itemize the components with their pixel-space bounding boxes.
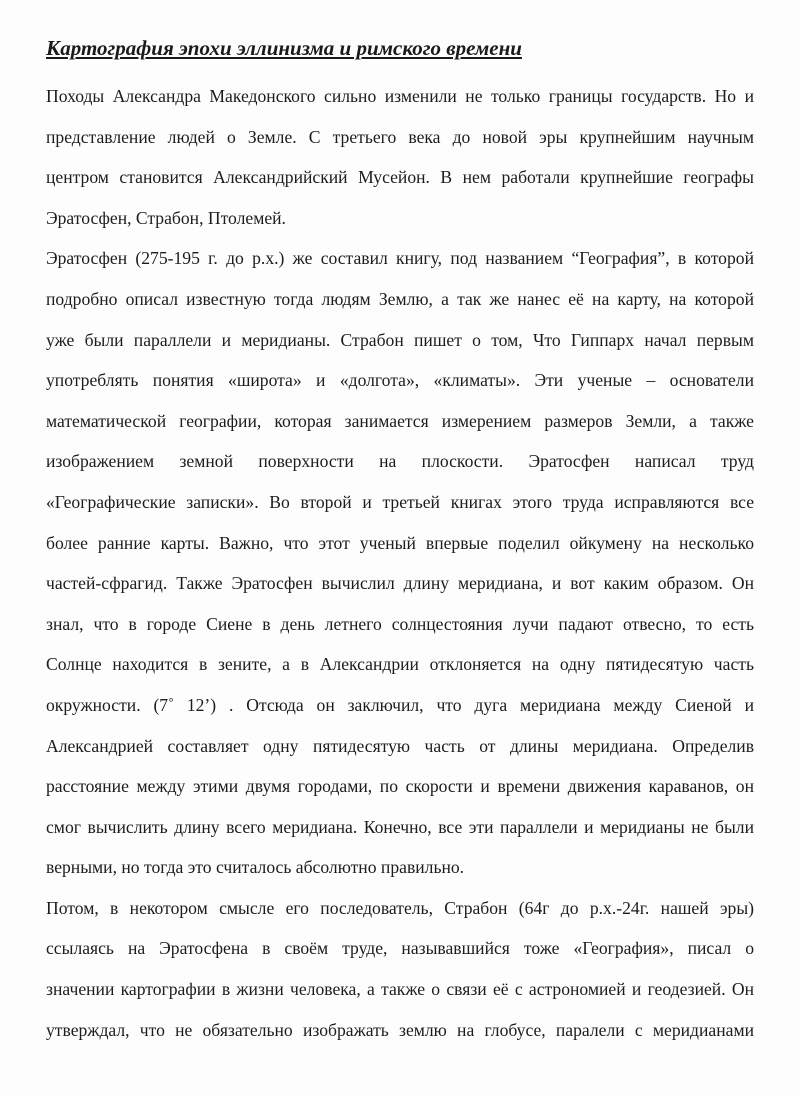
text-line: Походы Александра Македонского сильно изменили не только границы государств. Но и	[46, 86, 754, 106]
text-line: центром становится Александрийский Мусейон. В нем работали крупнейшие географы	[46, 167, 754, 188]
text-line: смог вычислить длину всего меридиана. Конечно, все эти параллели и меридианы не были	[46, 816, 754, 837]
text-line: «Географические записки». Во второй и третьей книгах этого труда исправляются все	[46, 491, 754, 512]
text-line: изображением земной поверхности на плоскости. Эратосфен написал труд	[46, 451, 754, 472]
text-line: расстояние между этими двумя городами, по скорости и времени движения караванов, он	[46, 776, 754, 797]
text-line: значении картографии в жизни человека, а также о связи её с астрономией и геодезией. Он	[46, 979, 754, 1000]
text-line: Александрией составляет одну пятидесятую часть от длины меридиана. Определив	[46, 735, 754, 756]
text-line: более ранние карты. Важно, что этот ученый впервые поделил ойкумену на несколько	[46, 532, 754, 553]
text-line: Солнце находится в зените, а в Александрии отклоняется на одну пятидесятую часть	[46, 654, 754, 675]
text-line: математической географии, которая занимается измерением размеров Земли, а также	[46, 410, 754, 431]
text-line: ссылаясь на Эратосфена в своём труде, называвшийся тоже «География», писал о	[46, 938, 754, 959]
text-line: верными, но тогда это считалось абсолютно правильно.	[46, 857, 465, 878]
document-body	[46, 82, 754, 1056]
text-line: Потом, в некотором смысле его последователь, Страбон (64г до р.х.-24г. нашей эры)	[46, 897, 754, 918]
document-title: Картография эпохи эллинизма и римского времени	[46, 36, 522, 60]
text-line: утверждал, что не обязательно изображать землю на глобусе, паралели с меридианами	[46, 1019, 754, 1040]
text-line: знал, что в городе Сиене в день летнего солнцестояния лучи падают отвесно, то есть	[46, 613, 754, 634]
text-line: Эратосфен (275-195 г. до р.х.) же составил книгу, под названием “География”, в которой	[46, 248, 754, 269]
text-line: Эратосфен, Страбон, Птолемей.	[46, 207, 286, 228]
text-line: частей-сфрагид. Также Эратосфен вычислил длину меридиана, и вот каким образом. Он	[46, 573, 754, 594]
text-line: окружности. (7˚ 12’) . Отсюда он заключил, что дуга меридиана между Сиеной и	[46, 694, 754, 715]
text-line: уже были параллели и меридианы. Страбон пишет о том, Что Гиппарх начал первым	[46, 329, 754, 350]
text-line: употреблять понятия «широта» и «долгота», «климаты». Эти ученые – основатели	[46, 370, 754, 391]
text-line: представление людей о Земле. С третьего века до новой эры крупнейшим научным	[46, 126, 754, 147]
text-line: подробно описал известную тогда людям Землю, а так же нанес её на карту, на которой	[46, 288, 754, 309]
